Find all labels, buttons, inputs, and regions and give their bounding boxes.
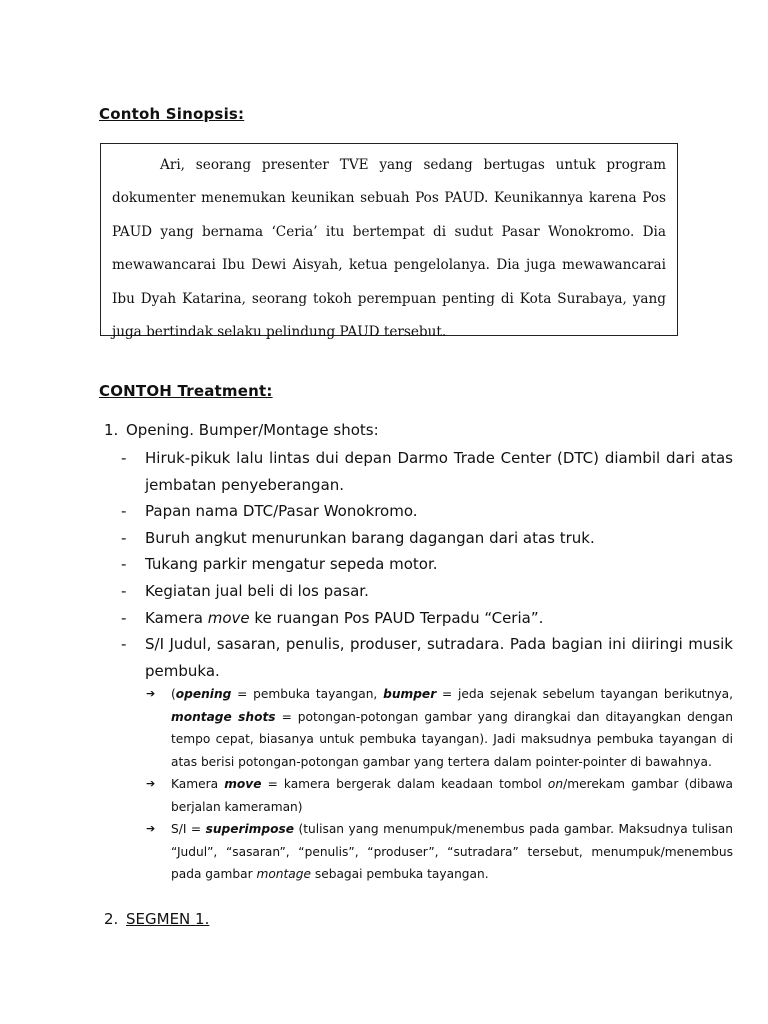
list-item-text: Kegiatan jual beli di los pasar.	[145, 581, 369, 600]
dash-bullet: -	[121, 449, 127, 467]
note-item	[146, 773, 733, 818]
item-number: 1.	[104, 421, 119, 439]
treatment-item-opening	[104, 421, 379, 439]
note-text: S/I = superimpose (tulisan yang menumpuk/menembus pada gambar. Maksudnya tulisan “Judul”, “sasaran”, “penulis”, “produser”, “sutradara” tersebut, menumpuk/menembus pada gambar montage sebagai pembuka tayangan.	[171, 822, 733, 881]
dash-bullet: -	[121, 528, 127, 547]
dash-bullet: -	[121, 581, 127, 600]
dash-bullet: -	[121, 635, 127, 654]
synopsis-text: Ari, seorang presenter TVE yang sedang bertugas untuk program dokumenter menemukan keunikan sebuah Pos PAUD. Keunikannya karena Pos PAUD yang bernama ‘Ceria’ itu bertempat di sudut Pasar Wonokromo. Dia mewawancarai Ibu Dewi Aisyah, ketua pengelolanya. Dia juga mewawancarai Ibu Dyah Katarina, seorang tokoh perempuan penting di Kota Surabaya, yang juga bertindak selaku pelindung PAUD tersebut.	[112, 157, 666, 341]
arrow-icon: ➔	[146, 777, 156, 790]
item-label: SEGMEN 1.	[126, 910, 210, 928]
list-item-text: S/I Judul, sasaran, penulis, produser, sutradara. Pada bagian ini diiringi musik pembuka.	[145, 635, 733, 680]
list-item	[121, 551, 733, 578]
list-item	[121, 578, 733, 605]
list-item	[121, 445, 733, 498]
dash-bullet: -	[121, 502, 127, 521]
note-text: (opening = pembuka tayangan, bumper = jeda sejenak sebelum tayangan berikutnya, montage shots = potongan-potongan gambar yang dirangkai dan ditayangkan dengan tempo cepat, biasanya untuk pembuka tayangan). Jadi maksudnya pembuka tayangan di atas berisi potongan-potongan gambar yang tertera dalam pointer-pointer di bawahnya.	[171, 687, 733, 769]
note-text: Kamera move = kamera bergerak dalam keadaan tombol on/merekam gambar (dibawa berjalan kameraman)	[171, 777, 733, 814]
dash-bullet: -	[121, 608, 127, 627]
list-item	[121, 605, 733, 632]
dash-bullet: -	[121, 555, 127, 574]
arrow-icon: ➔	[146, 822, 156, 835]
note-item	[146, 818, 733, 886]
list-item-text: Papan nama DTC/Pasar Wonokromo.	[145, 502, 418, 521]
shot-list	[121, 445, 733, 684]
list-item-text: Kamera move ke ruangan Pos PAUD Terpadu “Ceria”.	[145, 608, 544, 627]
synopsis-heading: Contoh Sinopsis:	[99, 105, 245, 123]
item-label: Opening. Bumper/Montage shots:	[126, 421, 379, 439]
note-item	[146, 683, 733, 773]
list-item-text: Hiruk-pikuk lalu lintas dui depan Darmo Trade Center (DTC) diambil dari atas jembatan penyeberangan.	[145, 449, 733, 494]
arrow-icon: ➔	[146, 687, 156, 700]
treatment-heading: CONTOH Treatment:	[99, 382, 273, 400]
list-item-text: Buruh angkut menurunkan barang dagangan dari atas truk.	[145, 528, 595, 547]
list-item	[121, 525, 733, 552]
treatment-item-segment	[104, 910, 209, 928]
item-number: 2.	[104, 910, 119, 928]
synopsis-box	[100, 143, 678, 341]
list-item-text: Tukang parkir mengatur sepeda motor.	[145, 555, 438, 574]
notes-list	[146, 683, 733, 886]
list-item	[121, 631, 733, 684]
list-item	[121, 498, 733, 525]
